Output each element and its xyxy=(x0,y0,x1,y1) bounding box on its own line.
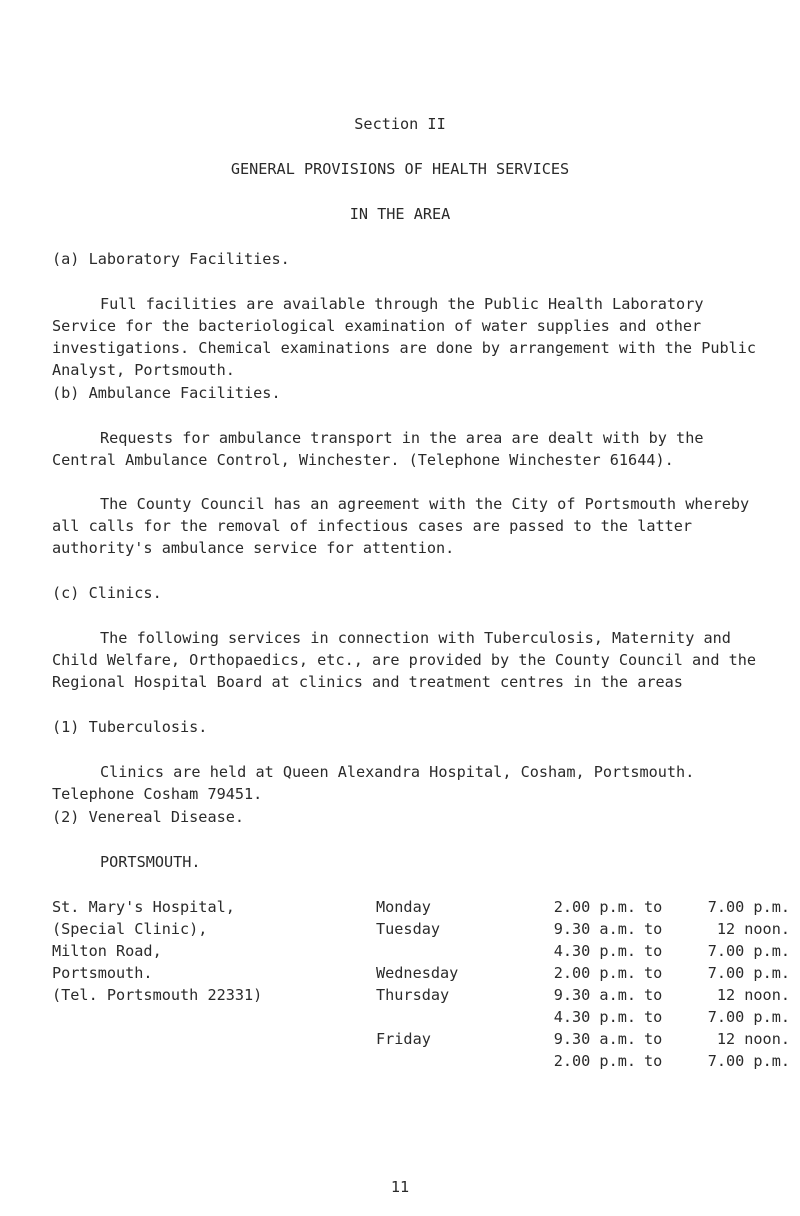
day-cell: Thursday xyxy=(376,986,450,1004)
day-cell: Tuesday xyxy=(376,920,441,938)
end-time-column xyxy=(680,896,790,1072)
clinics-heading: (c) Clinics. xyxy=(52,584,162,602)
to-cell: to xyxy=(644,1030,663,1048)
ambulance-heading: (b) Ambulance Facilities. xyxy=(52,384,281,402)
main-title: GENERAL PROVISIONS OF HEALTH SERVICES xyxy=(230,160,570,178)
to-cell: to xyxy=(644,1008,663,1026)
end-time-cell: 7.00 p.m. xyxy=(707,898,790,916)
to-cell: to xyxy=(644,942,663,960)
start-time-cell: 4.30 p.m. xyxy=(553,1008,636,1026)
page-number: 11 xyxy=(390,1178,410,1196)
address-line: Milton Road, xyxy=(52,942,162,960)
laboratory-text: Full facilities are available through the Public Health Laboratory Service for the bacteriological examination of water supplies and other investigations. Chemical examinations are done by arrangement with the Public Analyst, Portsmouth. xyxy=(52,295,757,379)
day-cell xyxy=(376,1006,458,1028)
end-time-cell: 7.00 p.m. xyxy=(707,942,790,960)
end-time-cell: 7.00 p.m. xyxy=(707,964,790,982)
end-time-cell: 7.00 p.m. xyxy=(707,1052,790,1070)
to-cell: to xyxy=(644,920,663,938)
venereal-heading: (2) Venereal Disease. xyxy=(52,808,245,826)
tuberculosis-heading: (1) Tuberculosis. xyxy=(52,718,208,736)
ambulance-text-2: The County Council has an agreement with the City of Portsmouth whereby all calls for the removal of infectious cases are passed to the latter authority's ambulance service for attention. xyxy=(52,495,750,557)
tuberculosis-paragraph xyxy=(52,761,767,805)
venereal-schedule xyxy=(52,896,800,1076)
to-cell: to xyxy=(644,964,663,982)
day-cell xyxy=(376,940,458,962)
start-time-cell: 4.30 p.m. xyxy=(553,942,636,960)
laboratory-heading: (a) Laboratory Facilities. xyxy=(52,250,290,268)
address-line: Portsmouth. xyxy=(52,964,153,982)
to-cell: to xyxy=(644,986,663,1004)
start-time-cell: 9.30 a.m. xyxy=(553,986,636,1004)
start-time-column xyxy=(528,896,636,1072)
start-time-cell: 9.30 a.m. xyxy=(553,920,636,938)
to-cell: to xyxy=(644,898,663,916)
clinic-address xyxy=(52,896,262,1006)
ambulance-text-1: Requests for ambulance transport in the area are dealt with by the Central Ambulance Control, Winchester. (Telephone Winchester 61644). xyxy=(52,429,704,469)
day-cell: Monday xyxy=(376,898,431,916)
address-line: (Tel. Portsmouth 22331) xyxy=(52,986,263,1004)
clinics-text: The following services in connection with Tuberculosis, Maternity and Child Welfare, Orthopaedics, etc., are provided by the County Council and the Regional Hospital Board at clinics and treatment centres in the areas xyxy=(52,629,757,691)
ambulance-paragraph-1 xyxy=(52,427,767,471)
start-time-cell: 2.00 p.m. xyxy=(553,898,636,916)
start-time-cell: 2.00 p.m. xyxy=(553,964,636,982)
to-column xyxy=(644,896,662,1072)
end-time-cell: 7.00 p.m. xyxy=(707,1008,790,1026)
day-column xyxy=(376,896,458,1072)
tuberculosis-text: Clinics are held at Queen Alexandra Hospital, Cosham, Portsmouth. Telephone Cosham 79451. xyxy=(52,763,695,803)
end-time-cell: 12 noon. xyxy=(716,920,790,938)
laboratory-paragraph xyxy=(52,293,767,381)
section-title: Section II xyxy=(354,115,446,133)
address-line: (Special Clinic), xyxy=(52,920,208,938)
clinics-paragraph xyxy=(52,627,767,693)
to-cell: to xyxy=(644,1052,663,1070)
day-cell xyxy=(376,1050,458,1072)
day-cell: Wednesday xyxy=(376,964,459,982)
start-time-cell: 2.00 p.m. xyxy=(553,1052,636,1070)
ambulance-paragraph-2 xyxy=(52,493,767,559)
end-time-cell: 12 noon. xyxy=(716,1030,790,1048)
day-cell: Friday xyxy=(376,1030,431,1048)
end-time-cell: 12 noon. xyxy=(716,986,790,1004)
venereal-subheading: PORTSMOUTH. xyxy=(100,853,201,871)
start-time-cell: 9.30 a.m. xyxy=(553,1030,636,1048)
subtitle: IN THE AREA xyxy=(349,205,451,223)
address-line: St. Mary's Hospital, xyxy=(52,898,235,916)
